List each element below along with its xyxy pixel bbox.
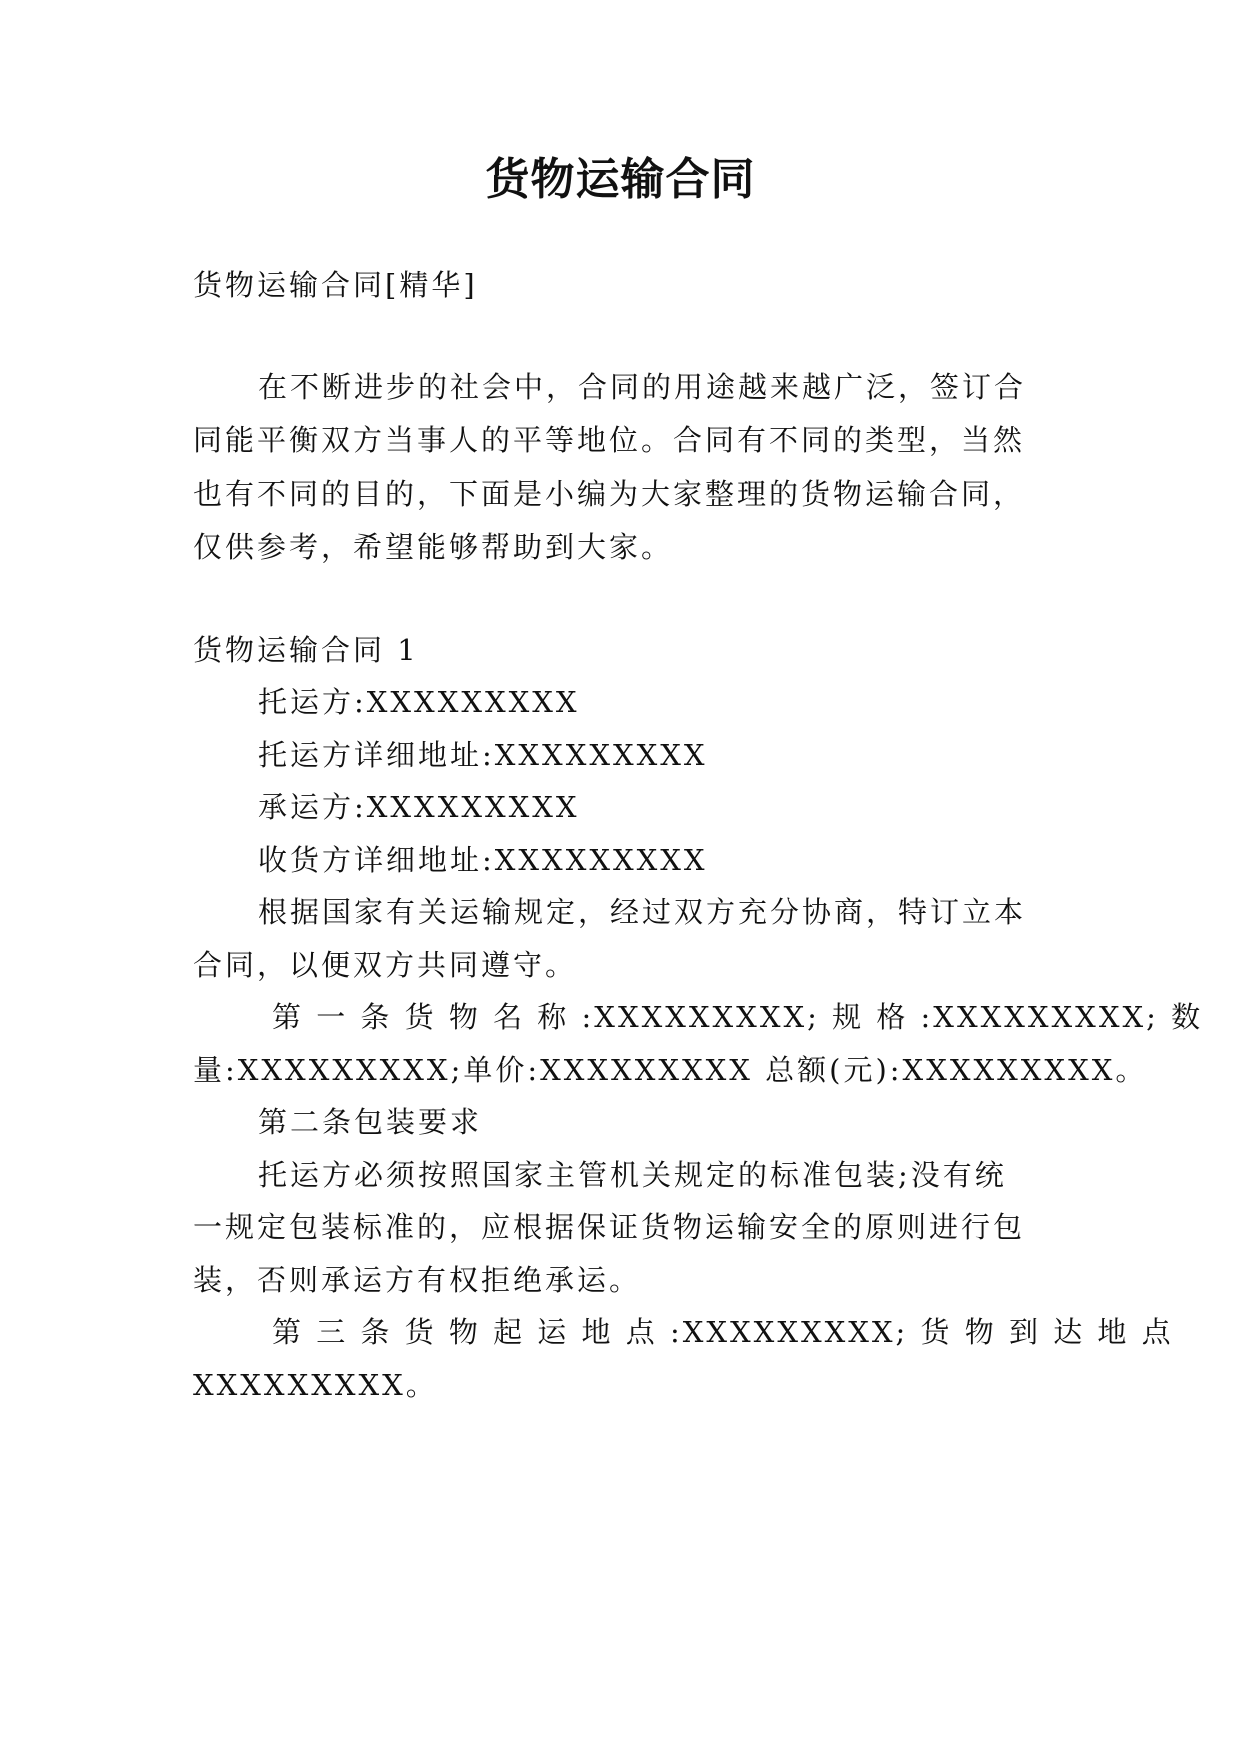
party-consignor-address: 托运方详细地址:XXXXXXXXX — [258, 738, 708, 772]
preamble-line: 根据国家有关运输规定，经过双方充分协商，特订立本 — [258, 895, 1027, 929]
party-consignee-address: 收货方详细地址:XXXXXXXXX — [258, 843, 708, 877]
party-carrier: 承运方:XXXXXXXXX — [258, 790, 580, 824]
party-consignor: 托运方:XXXXXXXXX — [258, 685, 580, 719]
intro-line: 也有不同的目的，下面是小编为大家整理的货物运输合同， — [193, 477, 1026, 511]
preamble-line: 合同，以便双方共同遵守。 — [193, 948, 578, 982]
article-1-line: 量:XXXXXXXXX;单价:XXXXXXXXX 总额(元):XXXXXXXXX。 — [193, 1053, 1148, 1087]
section-heading: 货物运输合同 1 — [193, 633, 419, 667]
article-2-heading: 第二条包装要求 — [258, 1105, 483, 1139]
document-title: 货物运输合同 — [485, 154, 756, 205]
intro-line: 同能平衡双方当事人的平等地位。合同有不同的类型，当然 — [193, 423, 1026, 457]
article-2-line: 托运方必须按照国家主管机关规定的标准包装;没有统 — [258, 1158, 1007, 1192]
intro-line: 仅供参考，希望能够帮助到大家。 — [193, 530, 674, 564]
intro-line: 在不断进步的社会中，合同的用途越来越广泛，签订合 — [258, 370, 1027, 404]
article-1-line: 第 一 条 货 物 名 称 :XXXXXXXXX; 规 格 :XXXXXXXXX; 数 — [272, 1000, 1204, 1034]
article-3-line: 第 三 条 货 物 起 运 地 点 :XXXXXXXXX; 货 物 到 达 地 点 — [272, 1315, 1174, 1349]
article-2-line: 装，否则承运方有权拒绝承运。 — [193, 1263, 642, 1297]
article-3-line: XXXXXXXXX。 — [193, 1368, 438, 1402]
document-subtitle: 货物运输合同[精华] — [193, 268, 478, 302]
article-2-line: 一规定包装标准的，应根据保证货物运输安全的原则进行包 — [193, 1210, 1026, 1244]
